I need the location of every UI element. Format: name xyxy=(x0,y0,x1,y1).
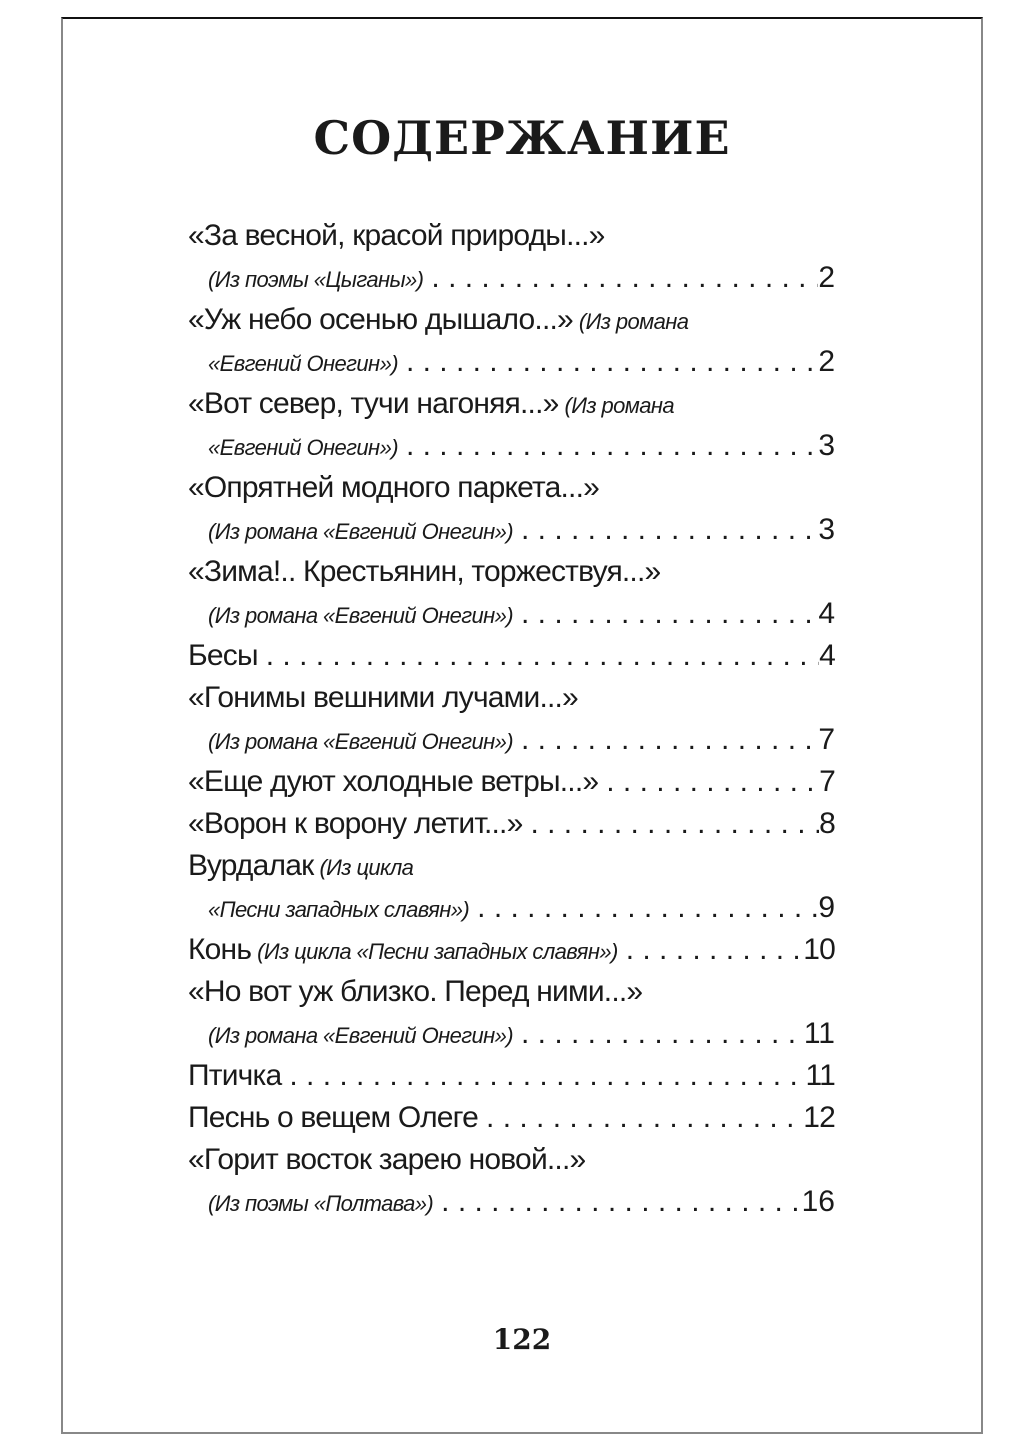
entry-title: «Гонимы вешними лучами...» xyxy=(188,681,578,714)
entry-source: (Из романа «Евгений Онегин») xyxy=(208,1023,513,1048)
dot-leader xyxy=(281,1055,805,1097)
entry-source: (Из поэмы «Цыганы») xyxy=(208,267,424,292)
dot-leader xyxy=(433,1181,801,1223)
entry-page: 12 xyxy=(803,1101,835,1134)
table-of-contents xyxy=(188,215,835,1223)
entry-page: 2 xyxy=(818,345,835,378)
entry-title: «Опрятней модного паркета...» xyxy=(188,471,599,504)
entry-source: «Евгений Онегин») xyxy=(208,435,398,460)
dot-leader xyxy=(423,257,818,299)
entry-note: (Из цикла xyxy=(319,855,414,880)
entry-page: 16 xyxy=(801,1185,835,1218)
toc-entry[interactable] xyxy=(188,677,835,761)
entry-title: «За весной, красой природы...» xyxy=(188,219,605,252)
dot-leader xyxy=(513,593,818,635)
entry-page: 3 xyxy=(818,429,835,462)
dot-leader xyxy=(398,425,818,467)
toc-entry[interactable] xyxy=(188,383,835,467)
entry-title: «Вот север, тучи нагоняя...» xyxy=(188,387,559,420)
entry-page: 2 xyxy=(818,261,835,294)
entry-page: 4 xyxy=(819,639,835,672)
dot-leader xyxy=(618,929,804,971)
toc-entry[interactable] xyxy=(188,845,835,929)
toc-entry[interactable] xyxy=(188,215,835,299)
entry-source: «Песни западных славян») xyxy=(208,897,470,922)
entry-source: (Из поэмы «Полтава») xyxy=(208,1191,434,1216)
page-title: СОДЕРЖАНИЕ xyxy=(313,111,731,165)
entry-title: Песнь о вещем Олеге xyxy=(188,1101,479,1134)
entry-page: 3 xyxy=(818,513,835,546)
dot-leader xyxy=(478,1097,803,1139)
dot-leader xyxy=(258,635,819,677)
entry-page: 8 xyxy=(819,807,835,840)
dot-leader xyxy=(598,761,819,803)
dot-leader xyxy=(513,719,818,761)
entry-title: «Ворон к ворону летит...» xyxy=(188,807,523,840)
entry-note: (Из романа xyxy=(578,309,689,334)
dot-leader xyxy=(398,341,818,383)
entry-source: (Из романа «Евгений Онегин») xyxy=(208,603,513,628)
toc-entry[interactable] xyxy=(188,1055,835,1097)
entry-title: «Еще дуют холодные ветры...» xyxy=(188,765,599,798)
toc-entry[interactable] xyxy=(188,929,835,971)
toc-entry[interactable] xyxy=(188,299,835,383)
entry-page: 11 xyxy=(805,1059,835,1092)
entry-page: 7 xyxy=(819,765,835,798)
toc-entry[interactable] xyxy=(188,467,835,551)
entry-title: Птичка xyxy=(188,1059,282,1092)
toc-entry[interactable] xyxy=(188,1139,835,1223)
toc-entry[interactable] xyxy=(188,1097,835,1139)
entry-title: «Горит восток зарею новой...» xyxy=(188,1143,586,1176)
toc-entry[interactable] xyxy=(188,971,835,1055)
entry-note: (Из романа xyxy=(564,393,675,418)
entry-title: Бесы xyxy=(188,639,258,672)
page-number: 122 xyxy=(492,1323,552,1356)
toc-entry[interactable] xyxy=(188,803,835,845)
entry-page: 10 xyxy=(803,933,835,966)
dot-leader xyxy=(469,887,818,929)
toc-entry[interactable] xyxy=(188,551,835,635)
entry-page: 4 xyxy=(818,597,835,630)
dot-leader xyxy=(513,509,818,551)
entry-title: «Но вот уж близко. Перед ними...» xyxy=(188,975,643,1008)
entry-title: «Уж небо осенью дышало...» xyxy=(188,303,573,336)
toc-entry[interactable] xyxy=(188,761,835,803)
entry-source: (Из романа «Евгений Онегин») xyxy=(208,729,513,754)
toc-entry[interactable] xyxy=(188,635,835,677)
entry-page: 9 xyxy=(818,891,835,924)
book-page xyxy=(61,17,983,1434)
entry-note: (Из цикла «Песни западных славян») xyxy=(257,939,618,964)
entry-title: Вурдалак xyxy=(188,849,314,882)
dot-leader xyxy=(522,803,819,845)
entry-page: 7 xyxy=(818,723,835,756)
entry-title: Конь xyxy=(188,933,252,966)
dot-leader xyxy=(513,1013,804,1055)
entry-source: «Евгений Онегин») xyxy=(208,351,398,376)
entry-source: (Из романа «Евгений Онегин») xyxy=(208,519,513,544)
entry-page: 11 xyxy=(803,1017,835,1050)
entry-title: «Зима!.. Крестьянин, торжествуя...» xyxy=(188,555,661,588)
